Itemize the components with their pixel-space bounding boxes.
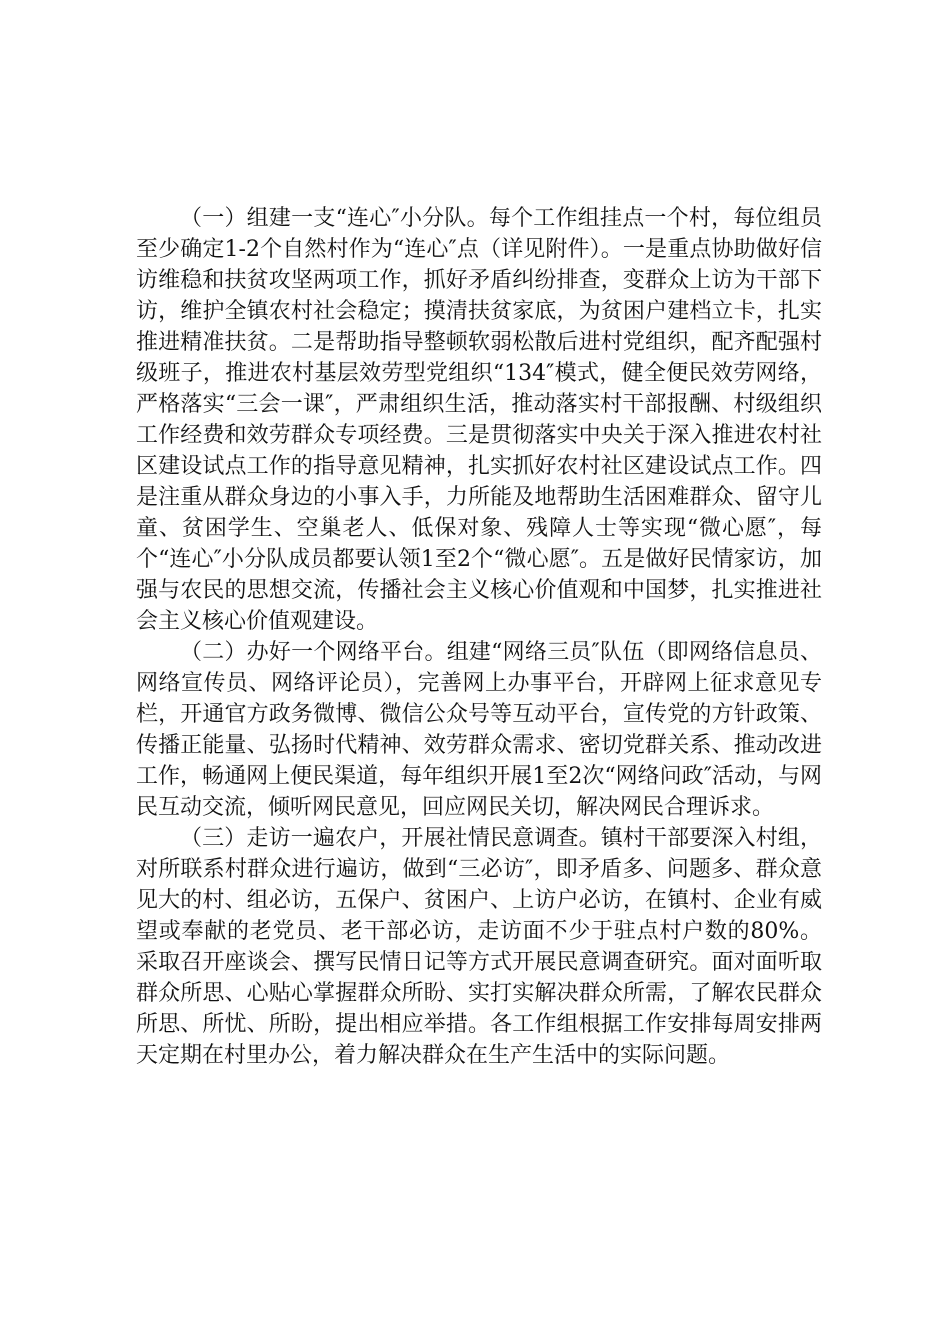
paragraph-3: （三）走访一遍农户，开展社情民意调查。镇村干部要深入村组，对所联系村群众进行遍访，做到“三必访″，即矛盾多、问题多、群众意见大的村、组必访，五保户、贫困户、上访户必访，在镇村、企业有威望或奉献的老党员、老干部必访，走访面不少于驻点村户数的80%。采取召开座谈会、撰写民情日记等方式开展民意调查研究。面对面听取群众所思、心贴心掌握群众所盼、实打实解决群众所需，了解农民群众所思、所忧、所盼，提出相应举措。各工作组根据工作安排每周安排两天定期在村里办公，着力解决群众在生产生活中的实际问题。 (136, 826, 822, 1068)
document-body (136, 203, 822, 1071)
paragraph-2: （二）办好一个网络平台。组建“网络三员″队伍（即网络信息员、网络宣传员、网络评论员），完善网上办事平台，开辟网上征求意见专栏，开通官方政务微博、微信公众号等互动平台，宣传党的方针政策、传播正能量、弘扬时代精神、效劳群众需求、密切党群关系、推动改进工作，畅通网上便民渠道，每年组织开展1至2次“网络问政″活动，与网民互动交流，倾听网民意见，回应网民关切，解决网民合理诉求。 (136, 640, 822, 820)
paragraph-1: （一）组建一支“连心″小分队。每个工作组挂点一个村，每位组员至少确定1-2个自然村作为“连心″点（详见附件）。一是重点协助做好信访维稳和扶贫攻坚两项工作，抓好矛盾纠纷排查，变群众上访为干部下访，维护全镇农村社会稳定；摸清扶贫家底，为贫困户建档立卡，扎实推进精准扶贫。二是帮助指导整顿软弱松散后进村党组织，配齐配强村级班子，推进农村基层效劳型党组织“134″模式，健全便民效劳网络，严格落实“三会一课″，严肃组织生活，推动落实村干部报酬、村级组织工作经费和效劳群众专项经费。三是贯彻落实中央关于深入推进农村社区建设试点工作的指导意见精神，扎实抓好农村社区建设试点工作。四是注重从群众身边的小事入手，力所能及地帮助生活困难群众、留守儿童、贫困学生、空巢老人、低保对象、残障人士等实现“微心愿″，每个“连心″小分队成员都要认领1至2个“微心愿″。五是做好民情家访，加强与农民的思想交流，传播社会主义核心价值观和中国梦，扎实推进社会主义核心价值观建设。 (136, 206, 822, 634)
